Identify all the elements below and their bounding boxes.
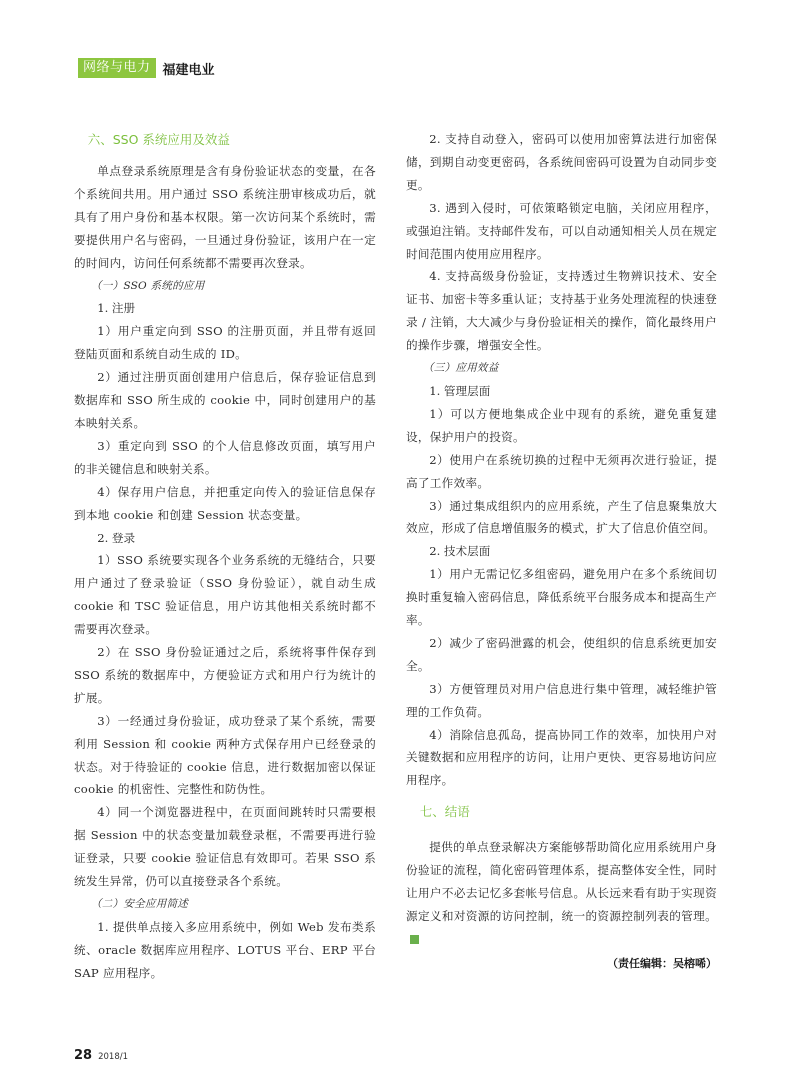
item-heading: 1. 注册 (97, 301, 136, 316)
paragraph: 4. 支持高级身份验证，支持透过生物辨识技术、安全证书、加密卡等多重认证；支持基于业务处理流程的快速登录 / 注销，大大减少与身份验证相关的操作，简化最终用户的操作步骤，增强安全性。 (406, 269, 717, 353)
editor-credit: （责任编辑：吴榕唏） (607, 956, 717, 970)
paragraph: 2）使用户在系统切换的过程中无须再次进行验证，提高了工作效率。 (406, 452, 717, 490)
end-mark-icon (410, 935, 419, 944)
paragraph: 单点登录系统原理是含有身份验证状态的变量，在各个系统间共用。用户通过 SSO 系统注册审核成功后，就具有了用户身份和基本权限。第一次访问某个系统时，需要提供用户名与密码，一旦通过身份验证，该用户在一定的时间内，访问任何系统都不需要再次登录。 (74, 164, 376, 270)
subsection-heading: （一）SSO 系统的应用 (90, 279, 205, 292)
subsection-heading: （三）应用效益 (422, 362, 499, 375)
paragraph: 1）用户重定向到 SSO 的注册页面，并且带有返回登陆页面和系统自动生成的 ID。 (74, 324, 376, 362)
section-badge: 网络与电力 (78, 58, 156, 78)
paragraph: 3）方便管理员对用户信息进行集中管理，减轻维护管理的工作负荷。 (406, 681, 717, 719)
paragraph: 3）通过集成组织内的应用系统，产生了信息聚集放大效应，形成了信息增值服务的模式，扩大了信息价值空间。 (406, 498, 717, 536)
page-number: 28 (74, 1048, 93, 1063)
item-heading: 2. 登录 (97, 530, 136, 545)
left-column (74, 128, 376, 985)
conclusion-paragraph (406, 836, 717, 951)
paragraph: 2）减少了密码泄露的机会，使组织的信息系统更加安全。 (406, 635, 717, 673)
paragraph: 2）在 SSO 身份验证通过之后，系统将事件保存到 SSO 系统的数据库中，方便验证方式和用户行为统计的扩展。 (74, 645, 376, 705)
paragraph: 2）通过注册页面创建用户信息后，保存验证信息到数据库和 SSO 所生成的 cookie 中，同时创建用户的基本映射关系。 (74, 370, 376, 430)
paragraph: 4）保存用户信息，并把重定向传入的验证信息保存到本地 cookie 和创建 Session 状态变量。 (74, 484, 376, 522)
magazine-title: 福建电业 (162, 62, 215, 78)
paragraph: 3. 遇到入侵时，可依策略锁定电脑，关闭应用程序，或强迫注销。支持邮件发布，可以自动通知相关人员在规定时间范围内使用应用程序。 (406, 200, 717, 261)
section-heading-six: 六、SSO 系统应用及效益 (87, 132, 230, 147)
issue-date: 2018/1 (98, 1052, 128, 1062)
subsection-heading: （二）安全应用简述 (90, 898, 189, 910)
paragraph: 4）消除信息孤岛，提高协同工作的效率，加快用户对关键数据和应用程序的访问，让用户更快、更容易地访问应用程序。 (406, 727, 717, 788)
paragraph: 3）一经通过身份验证，成功登录了某个系统，需要利用 Session 和 cookie 两种方式保存用户已经登录的状态。对于待验证的 cookie 信息，进行数据加密以保证 cookie 的机密性、完整性和防伪性。 (74, 713, 376, 797)
conclusion-text: 提供的单点登录解决方案能够帮助简化应用系统用户身份验证的流程，简化密码管理体系，提高整体安全性，同时让用户不必去记忆多套帐号信息。从长远来看有助于实现资源定义和对资源的访问控制，统一的资源控制列表的管理。 (406, 840, 717, 923)
paragraph: 1. 提供单点接入多应用系统中，例如 Web 发布类系统、oracle 数据库应用程序、LOTUS 平台、ERP 平台 SAP 应用程序。 (74, 919, 376, 980)
page-footer (74, 1048, 128, 1063)
paragraph: 1）可以方便地集成企业中现有的系统，避免重复建设，保护用户的投资。 (406, 406, 717, 444)
right-column (406, 128, 717, 975)
section-heading-seven: 七、结语 (419, 804, 470, 820)
paragraph: 3）重定向到 SSO 的个人信息修改页面，填写用户的非关键信息和映射关系。 (74, 438, 376, 476)
paragraph: 2. 支持自动登入，密码可以使用加密算法进行加密保储，到期自动变更密码，各系统间密码可设置为自动同步变更。 (406, 132, 717, 192)
paragraph: 4）同一个浏览器进程中，在页面间跳转时只需要根据 Session 中的状态变量加载登录框，不需要再进行验证登录，只要 cookie 验证信息有效即可。若果 SSO 系统发生异常，仍可以直接登录各个系统。 (74, 805, 376, 889)
paragraph: 1）SSO 系统要实现各个业务系统的无缝结合，只要用户通过了登录验证（SSO 身份验证），就自动生成 cookie 和 TSC 验证信息，用户访其他相关系统时都不需要再次登录。 (74, 553, 376, 637)
item-heading: 1. 管理层面 (429, 383, 491, 398)
paragraph: 1）用户无需记忆多组密码，避免用户在多个系统间切换时重复输入密码信息，降低系统平台服务成本和提高生产率。 (406, 567, 717, 628)
running-header (78, 58, 215, 78)
item-heading: 2. 技术层面 (429, 544, 491, 559)
